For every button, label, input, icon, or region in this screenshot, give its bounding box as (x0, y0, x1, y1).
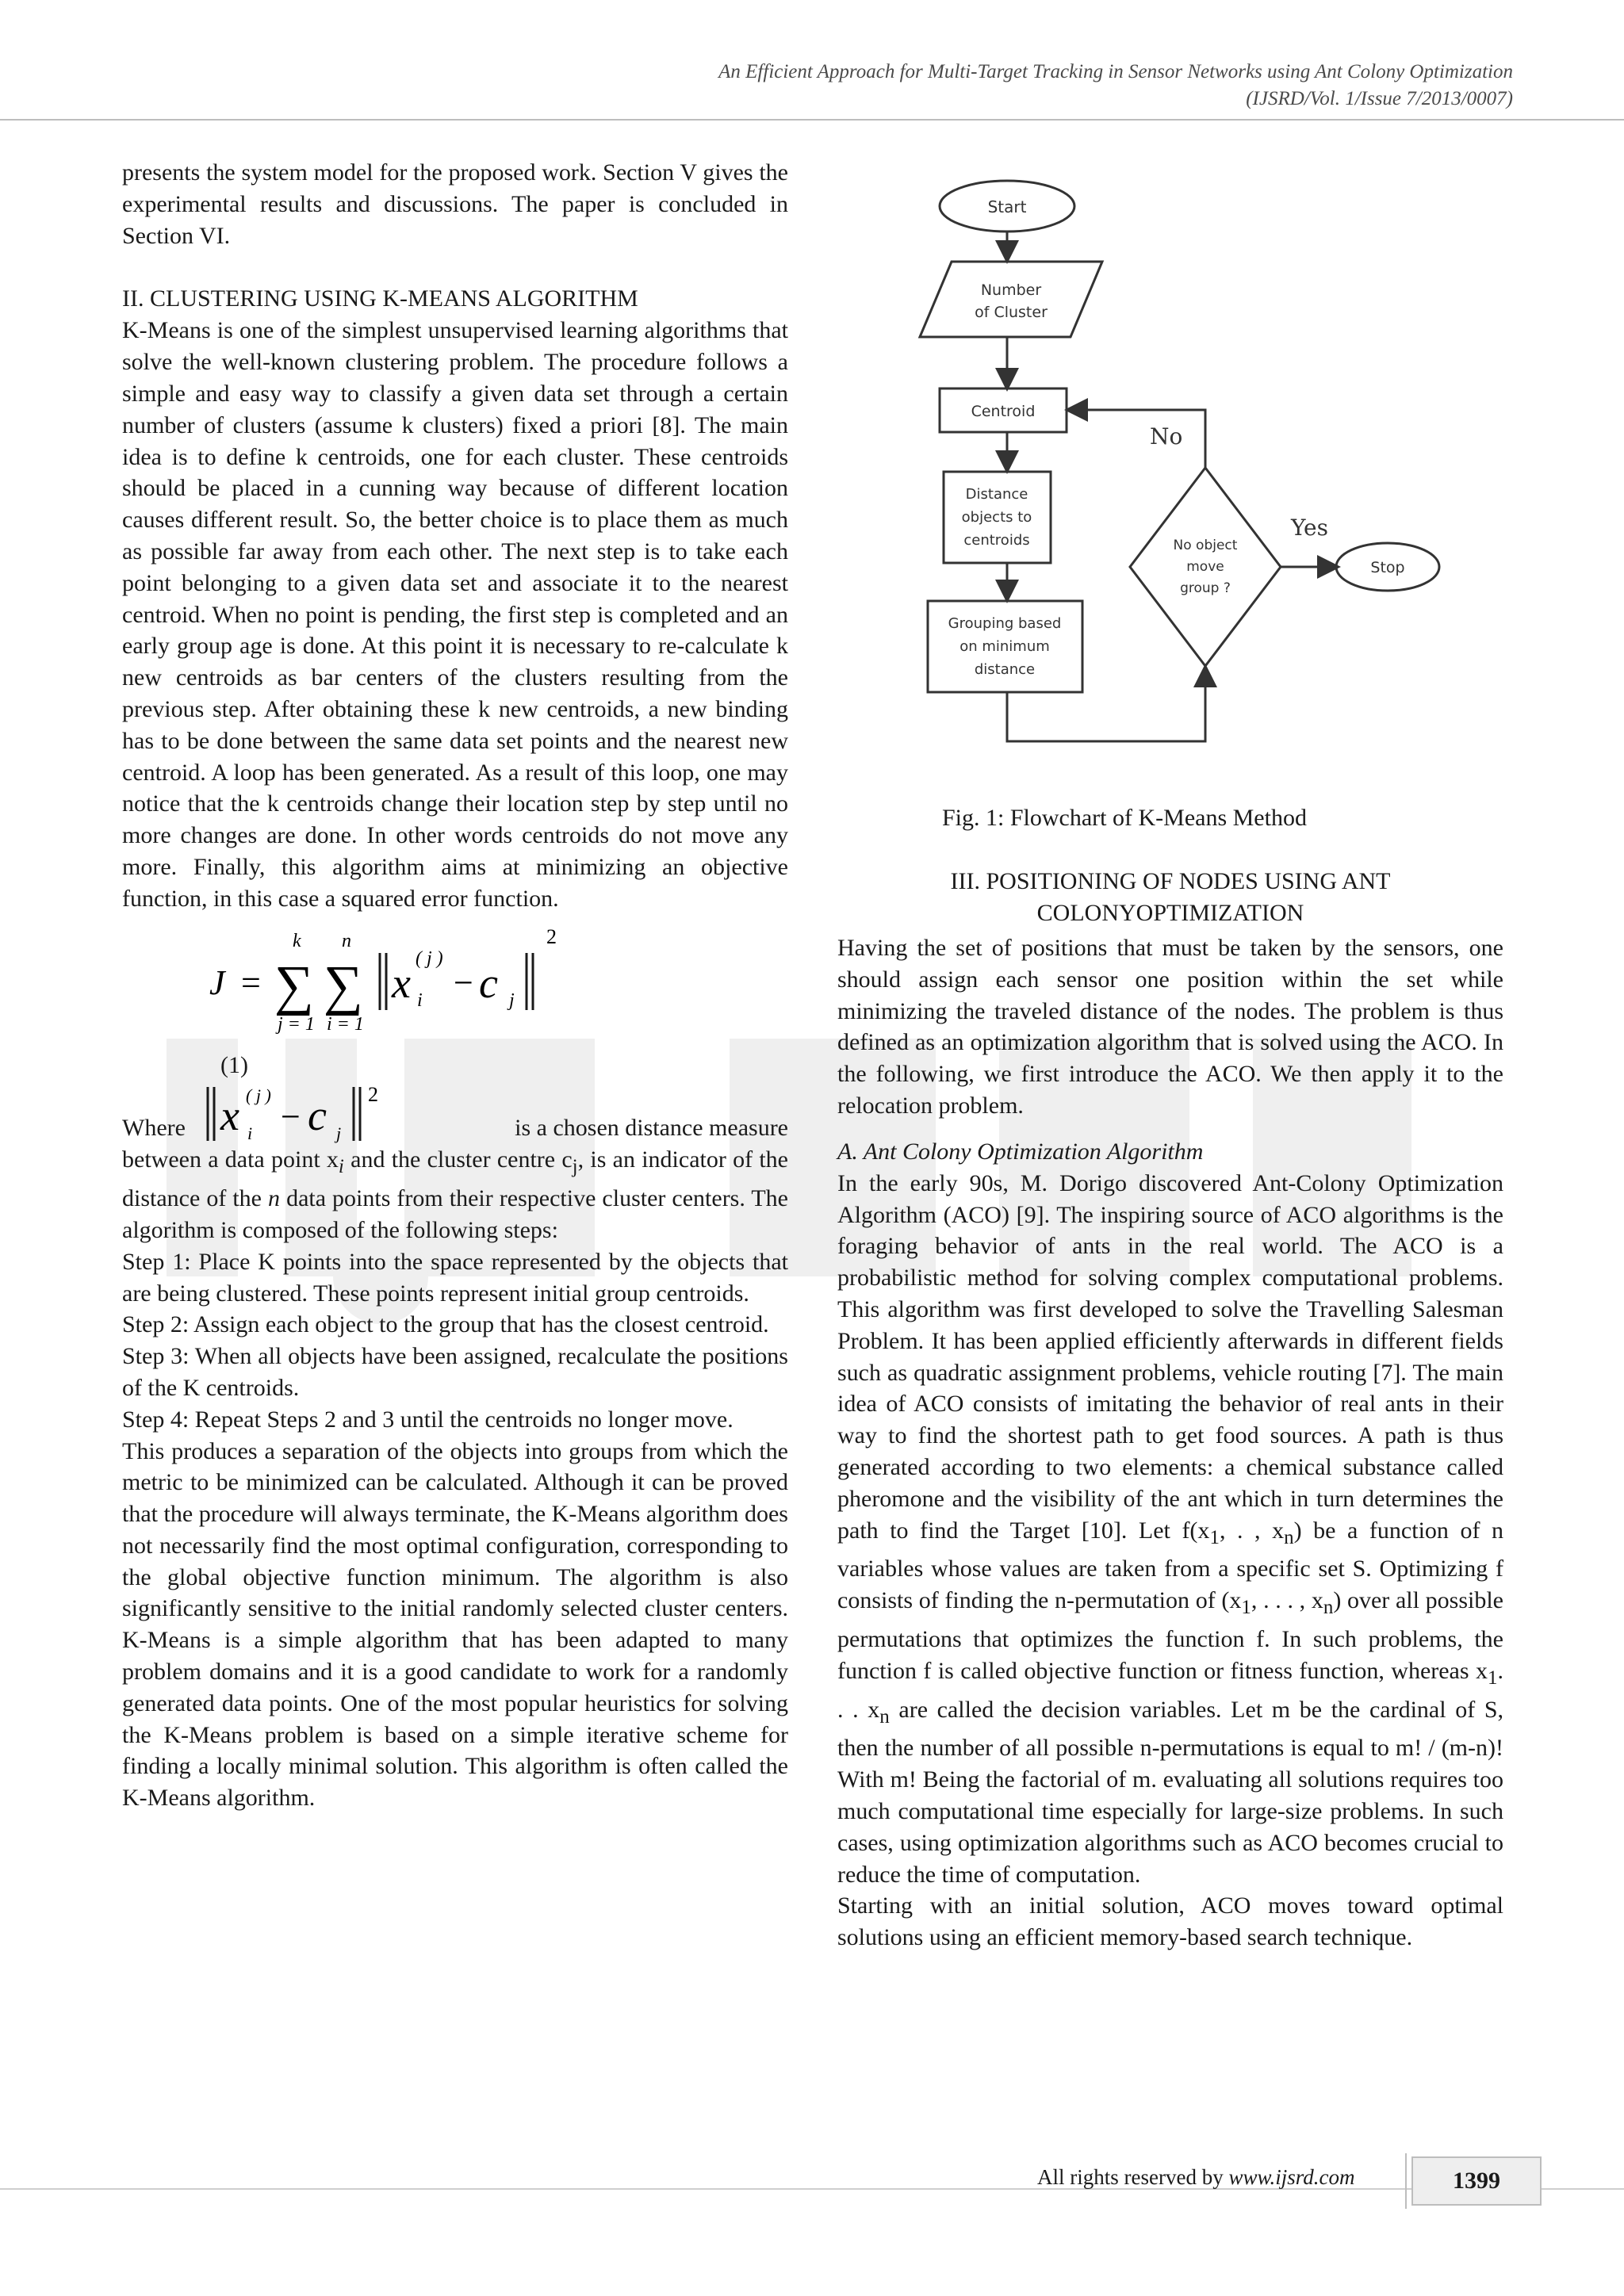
running-header (718, 59, 1513, 113)
sum-lower-j: j = 1 (278, 1013, 315, 1035)
svg-text:i: i (247, 1123, 253, 1144)
sum-lower-i: i = 1 (327, 1013, 364, 1035)
distance-norm-inline (201, 1081, 439, 1144)
where-continuation: between a data point $x_i$ and the cluster centre $c_j$, is an indicator of the distance of the n data points from their respective cluster centers. The algorithm is composed of the following steps: (122, 1146, 788, 1243)
step-3: Step 3: When all objects have been assigned, recalculate the positions of the K centroids. (122, 1343, 788, 1401)
where-word: Where (122, 1115, 186, 1142)
sum-symbol-1: ∑ (274, 955, 314, 1016)
footer-separator (1405, 2153, 1407, 2209)
figure-caption: Fig. 1: Flowchart of K-Means Method (942, 805, 1307, 831)
step-1: Step 1: Place K points into the space represented by the objects that are being clustered. These points represent initial group centroids. (122, 1248, 788, 1307)
distance-label-2: objects to (961, 509, 1032, 526)
section-3-heading (837, 866, 1503, 929)
section-3-heading-line-1: III. POSITIONING OF NODES USING ANT (950, 868, 1391, 894)
grouping-label-1: Grouping based (948, 615, 1062, 632)
svg-text:2: 2 (368, 1083, 378, 1107)
step-4: Step 4: Repeat Steps 2 and 3 until the centroids no longer move. (122, 1406, 733, 1433)
eq-J: J (209, 962, 225, 1002)
eq-equals: = (241, 962, 261, 1002)
equation-number: (1) (220, 1051, 248, 1078)
yes-label: Yes (1291, 515, 1328, 541)
footer-link[interactable]: www.ijsrd.com (1228, 2165, 1355, 2189)
input-label-1: Number (980, 281, 1042, 299)
footer-rights: All rights reserved by www.ijsrd.com (1037, 2165, 1355, 2189)
no-label: No (1150, 423, 1183, 450)
subsection-a-heading: A. Ant Colony Optimization Algorithm (837, 1138, 1204, 1165)
eq-x: x (392, 959, 411, 1007)
header-title: An Efficient Approach for Multi-Target Tracking in Sensor Networks using Ant Colony Optimization (718, 61, 1513, 82)
eq-minus: − (454, 962, 473, 1002)
grouping-label-2: on minimum (959, 638, 1050, 655)
svg-text:j: j (336, 1123, 342, 1144)
eq-sub-i: i (417, 989, 423, 1011)
eq-power-2: 2 (546, 924, 557, 948)
eq-sup-j: ( j ) (416, 947, 443, 969)
footer-divider (0, 2188, 1624, 2190)
step-2: Step 2: Assign each object to the group that has the closest centroid. (122, 1311, 769, 1338)
svg-text:c: c (308, 1092, 327, 1140)
kmeans-discussion-paragraph: This produces a separation of the objects into groups from which the metric to be minimized can be calculated. Although it can be proved that the procedure will always terminate, the K-Means algorithm does not necessarily find the most optimal configuration, corresponding to the global objective function minimum. The algorithm is also significantly sensitive to the initial randomly selected cluster centers. K-Means is a simple algorithm that has been adapted to many problem domains and it is a good candidate to work for a randomly generated data points. One of the most popular heuristics for solving the K-Means problem is based on a simple iterative scheme for finding a locally minimal solution. This algorithm is often called the K-Means algorithm. (122, 1437, 788, 1812)
where-text: is a chosen distance measure (515, 1115, 788, 1142)
kmeans-flowchart (841, 170, 1507, 789)
sum-upper-n: n (342, 930, 351, 951)
decision-label-3: group ? (1180, 580, 1231, 596)
header-journal: (IJSRD/Vol. 1/Issue 7/2013/0007) (1246, 88, 1513, 109)
svg-text:x: x (220, 1092, 239, 1140)
page-number: 1399 (1411, 2156, 1542, 2206)
eq-c: c (479, 959, 498, 1007)
left-column (122, 157, 788, 1814)
stop-label: Stop (1370, 559, 1405, 576)
grouping-label-3: distance (974, 661, 1036, 678)
right-column (837, 932, 1503, 1954)
centroid-label: Centroid (971, 403, 1036, 420)
aco-paragraph: In the early 90s, M. Dorigo discovered Ant-Colony Optimization Algorithm (ACO) [9]. The inspiring source of ACO algorithms is the foraging behavior of ants in the real world. The ACO is a probabilistic method for solving complex computational problems. This algorithm was first developed to solve the Travelling Salesman Problem. It has been applied efficiently afterwards in different fields such as quadratic assignment problems, vehicle routing [7]. The main idea of ACO consists of imitating the behavior of real ants in their way to find the shortest path to get food sources. A path is thus generated according to two elements: a chemical substance called pheromone and the visibility of the ant which in turn determines the path to find the Target [10]. Let $f(x_1$, . , $x_n$) be a function of n variables whose values are taken from a specific set S. Optimizing f consists of finding the n-permutation of ($x_1$, . . . , $x_n$) over all possible permutations that optimizes the function f. In such problems, the function f is called objective function or fitness function, whereas $x_1$. . . $x_n$ are called the decision variables. Let m be the cardinal of S, then the number of all possible n-permutations is equal to m! / (m-n)! With m! Being the factorial of m. evaluating all solutions requires too much computational time especially for large-size problems. In such cases, using optimization algorithms such as ACO becomes crucial to reduce the time of computation. (837, 1169, 1504, 1888)
sum-upper-k: k (293, 930, 301, 951)
svg-text:−: − (281, 1097, 301, 1137)
intro-paragraph: presents the system model for the proposed work. Section V gives the experimental results and discussions. The paper is concluded in Section VI. (122, 159, 788, 249)
sum-symbol-2: ∑ (324, 955, 363, 1016)
objective-function-equation (122, 915, 788, 1050)
svg-text:( j ): ( j ) (246, 1085, 271, 1106)
distance-label-3: centroids (963, 532, 1030, 549)
eq-sub-j: j (509, 989, 515, 1011)
input-label-2: of Cluster (975, 304, 1048, 321)
input-node (920, 262, 1102, 337)
distance-label-1: Distance (965, 486, 1028, 503)
start-label: Start (987, 197, 1027, 216)
where-line (122, 1081, 788, 1144)
aco-memory-paragraph: Starting with an initial solution, ACO moves toward optimal solutions using an efficient memory-based search technique. (837, 1892, 1503, 1951)
kmeans-paragraph: K-Means is one of the simplest unsupervised learning algorithms that solve the well-known clustering problem. The procedure follows a simple and easy way to classify a given data set through a certain number of clusters (assume k clusters) fixed a priori [8]. The main idea is to define k centroids, one for each cluster. These centroids should be placed in a cunning way because of different location causes different result. So, the better choice is to place them as much as possible far away from each other. The next step is to take each point belonging to a given data set and associate it to the nearest centroid. When no point is pending, the first step is completed and an early group age is done. At this point it is necessary to re-calculate k new centroids as bar centers of the clusters resulting from the previous step. After obtaining these k new centroids, a new binding has to be done between the same data set points and the nearest new centroid. A loop has been generated. As a result of this loop, one may notice that the k centroids change their location step by step until no more changes are done. In other words centroids do not move any more. Finally, this algorithm aims at minimizing an objective function, in this case a squared error function. (122, 317, 788, 912)
relocation-paragraph: Having the set of positions that must be taken by the sensors, one should assign each sensor one position within the set while minimizing the traveled distance of the nodes. The problem is thus defined as an optimization algorithm that is solved using the ACO. In the following, we first introduce the ACO. We then apply it to the relocation problem. (837, 935, 1503, 1119)
decision-label-1: No object (1173, 538, 1238, 553)
section-3-heading-line-2: COLONYOPTIMIZATION (1036, 900, 1304, 926)
decision-label-2: move (1186, 559, 1224, 575)
header-divider (0, 119, 1624, 121)
section-2-heading: II. CLUSTERING USING K-MEANS ALGORITHM (122, 285, 638, 312)
